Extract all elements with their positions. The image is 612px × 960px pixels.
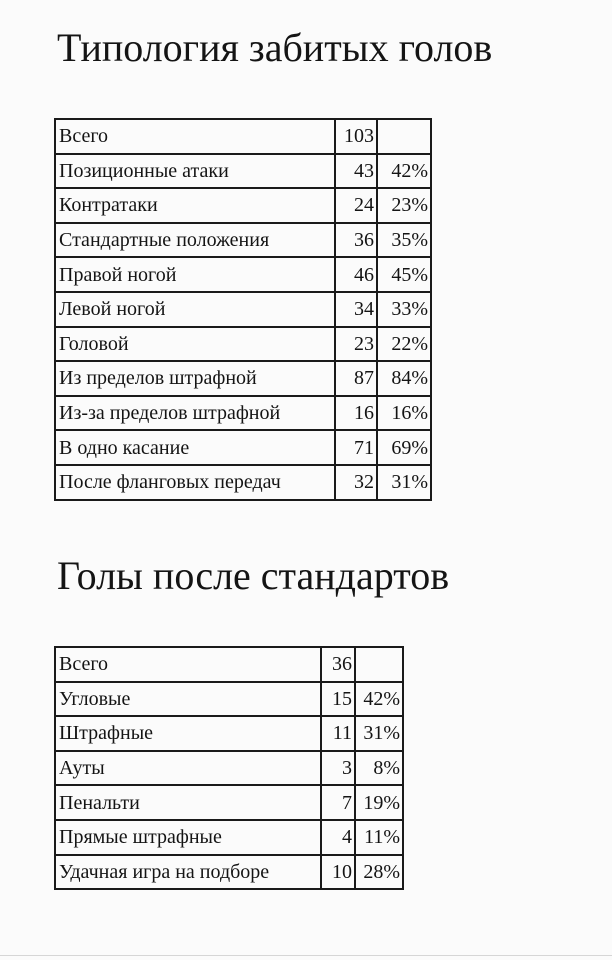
row-count: 87 [335, 361, 377, 396]
table-row [55, 716, 403, 751]
row-count: 16 [335, 396, 377, 431]
table-row [55, 647, 403, 682]
row-count: 34 [335, 292, 377, 327]
table-row [55, 430, 431, 465]
table-row [55, 465, 431, 500]
table-row [55, 682, 403, 717]
row-percent: 42% [377, 154, 431, 189]
row-count: 103 [335, 119, 377, 154]
row-percent: 28% [355, 855, 403, 890]
row-label: Штрафные [55, 716, 321, 751]
goal-typology-table [54, 118, 432, 501]
row-label: Удачная игра на подборе [55, 855, 321, 890]
row-percent: 69% [377, 430, 431, 465]
row-label: Из пределов штрафной [55, 361, 335, 396]
row-label: Угловые [55, 682, 321, 717]
table-row [55, 188, 431, 223]
row-label: Правой ногой [55, 257, 335, 292]
row-count: 71 [335, 430, 377, 465]
row-percent: 31% [377, 465, 431, 500]
row-count: 32 [335, 465, 377, 500]
row-label: Всего [55, 119, 335, 154]
row-percent: 11% [355, 820, 403, 855]
row-count: 24 [335, 188, 377, 223]
row-count: 7 [321, 785, 355, 820]
row-count: 43 [335, 154, 377, 189]
row-count: 3 [321, 751, 355, 786]
row-count: 36 [321, 647, 355, 682]
row-percent: 23% [377, 188, 431, 223]
row-label: Пенальти [55, 785, 321, 820]
row-label: После фланговых передач [55, 465, 335, 500]
row-label: Ауты [55, 751, 321, 786]
row-label: Головой [55, 327, 335, 362]
row-percent: 84% [377, 361, 431, 396]
table-row [55, 292, 431, 327]
row-count: 15 [321, 682, 355, 717]
row-count: 46 [335, 257, 377, 292]
row-percent [355, 647, 403, 682]
table-row [55, 327, 431, 362]
row-count: 4 [321, 820, 355, 855]
set-piece-goals-title: Голы после стандартов [57, 553, 450, 598]
table-row [55, 119, 431, 154]
row-label: Из-за пределов штрафной [55, 396, 335, 431]
table-row [55, 855, 403, 890]
set-piece-goals-table [54, 646, 404, 890]
table-row [55, 257, 431, 292]
row-label: В одно касание [55, 430, 335, 465]
row-count: 10 [321, 855, 355, 890]
table-row [55, 361, 431, 396]
row-percent: 45% [377, 257, 431, 292]
row-label: Прямые штрафные [55, 820, 321, 855]
row-percent: 22% [377, 327, 431, 362]
table-row [55, 785, 403, 820]
row-label: Стандартные положения [55, 223, 335, 258]
row-percent [377, 119, 431, 154]
row-count: 36 [335, 223, 377, 258]
row-count: 11 [321, 716, 355, 751]
table-row [55, 396, 431, 431]
row-label: Контратаки [55, 188, 335, 223]
row-percent: 8% [355, 751, 403, 786]
goal-typology-title: Типология забитых голов [57, 25, 493, 70]
row-percent: 35% [377, 223, 431, 258]
row-label: Позиционные атаки [55, 154, 335, 189]
row-percent: 19% [355, 785, 403, 820]
table-row [55, 751, 403, 786]
row-percent: 16% [377, 396, 431, 431]
row-label: Левой ногой [55, 292, 335, 327]
row-label: Всего [55, 647, 321, 682]
table-row [55, 820, 403, 855]
table-row [55, 223, 431, 258]
row-percent: 33% [377, 292, 431, 327]
row-percent: 31% [355, 716, 403, 751]
page-bottom-divider [0, 955, 612, 956]
row-count: 23 [335, 327, 377, 362]
row-percent: 42% [355, 682, 403, 717]
table-row [55, 154, 431, 189]
